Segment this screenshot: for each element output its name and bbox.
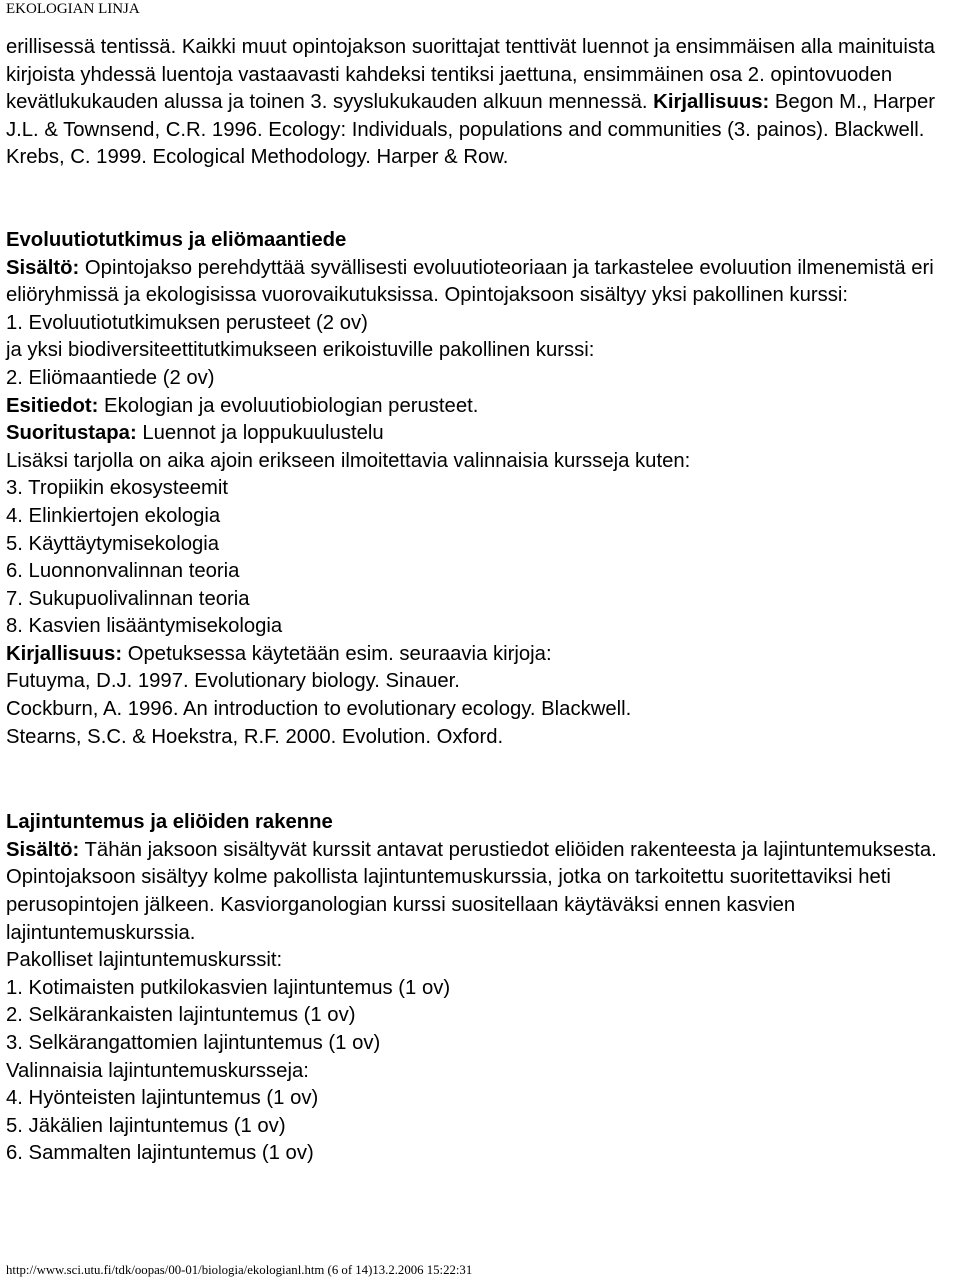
completion-method-label: Suoritustapa:	[6, 422, 137, 445]
specialist-note: ja yksi biodiversiteettitutkimukseen erikoistuville pakollinen kurssi:	[6, 339, 595, 362]
intro-text: erillisessä tentissä. Kaikki muut opintojakson suorittajat tenttivät luennot ja ensimmäisen alla mainituista kirjoista yhdessä luentoja vastaavasti kahdeksi tentiksi jaettuna, ensimmäinen osa 2. opintovuoden kevätlukukauden alussa ja toinen 3. syyslukukauden alkuun mennessä.	[6, 36, 935, 114]
course-item: 1. Evoluutiotutkimuksen perusteet (2 ov)	[6, 311, 368, 334]
mandatory-courses-label: Pakolliset lajintuntemuskurssit:	[6, 949, 283, 972]
section-species-knowledge	[6, 809, 956, 1168]
literature-text: Opetuksessa käytetään esim. seuraavia kirjoja:	[122, 642, 552, 665]
optional-course-item: 5. Käyttäytymisekologia	[6, 532, 220, 555]
section-title-species-knowledge: Lajintuntemus ja eliöiden rakenne	[6, 811, 333, 834]
section-content-evolution	[6, 255, 956, 310]
optional-course-item: 6. Luonnonvalinnan teoria	[6, 560, 240, 583]
book-item: Stearns, S.C. & Hoekstra, R.F. 2000. Evolution. Oxford.	[6, 725, 504, 748]
footer-url: http://www.sci.utu.fi/tdk/oopas/00-01/biologia/ekologianl.htm	[6, 1263, 325, 1277]
course-item: 2. Eliömaantiede (2 ov)	[6, 366, 215, 389]
intro-literature-label: Kirjallisuus:	[653, 91, 770, 114]
prerequisites	[6, 393, 956, 421]
section-evolution	[6, 227, 956, 751]
optional-course-item: 8. Kasvien lisääntymisekologia	[6, 615, 283, 638]
intro-literature-text: Begon M., Harper J.L. & Townsend, C.R. 1996. Ecology: Individuals, populations and communities (3. painos). Blackwell. Krebs, C. 1999. Ecological Methodology. Harper & Row.	[6, 91, 935, 169]
page-footer	[6, 1263, 472, 1278]
optional-course-item: 3. Tropiikin ekosysteemit	[6, 477, 229, 500]
book-item: Cockburn, A. 1996. An introduction to evolutionary ecology. Blackwell.	[6, 698, 632, 721]
optional-courses-intro: Lisäksi tarjolla on aika ajoin erikseen ilmoitettavia valinnaisia kursseja kuten:	[6, 449, 691, 472]
mandatory-course-item: 2. Selkärankaisten lajintuntemus (1 ov)	[6, 1004, 356, 1027]
mandatory-course-item: 1. Kotimaisten putkilokasvien lajintuntemus (1 ov)	[6, 976, 451, 999]
optional-course-item: 7. Sukupuolivalinnan teoria	[6, 587, 250, 610]
literature	[6, 641, 956, 669]
mandatory-course-item: 3. Selkärangattomien lajintuntemus (1 ov)	[6, 1032, 381, 1054]
optional-courses-label: Valinnaisia lajintuntemuskursseja:	[6, 1059, 309, 1082]
intro-paragraph	[6, 34, 956, 172]
optional-course-item: 4. Elinkiertojen ekologia	[6, 504, 221, 527]
content-text: Opintojakso perehdyttää syvällisesti evoluutioteoriaan ja tarkastelee evoluution ilmenemistä eri eliöryhmissä ja ekologisissa vuorovaikutuksissa. Opintojaksoon sisältyy yksi pakollinen kurssi:	[6, 256, 934, 307]
optional-course-item: 5. Jäkälien lajintuntemus (1 ov)	[6, 1114, 286, 1137]
content-label: Sisältö:	[6, 256, 80, 279]
optional-course-item: 4. Hyönteisten lajintuntemus (1 ov)	[6, 1087, 319, 1110]
content-text: Tähän jaksoon sisältyvät kurssit antavat perustiedot eliöiden rakenteesta ja lajintuntemuksesta. Opintojaksoon sisältyy kolme pakollista lajintuntemuskurssia, jotka on tarkoitettu suoritettaviksi heti perusopintojen jälkeen. Kasviorganologian kurssi suositellaan käytäväksi ennen kasvien lajintuntemuskurssia.	[6, 838, 937, 944]
prerequisites-label: Esitiedot:	[6, 394, 99, 417]
literature-label: Kirjallisuus:	[6, 642, 123, 665]
section-title-evolution: Evoluutiotutkimus ja eliömaantiede	[6, 228, 347, 251]
optional-course-item: 6. Sammalten lajintuntemus (1 ov)	[6, 1142, 314, 1165]
footer-page-info: (6 of 14)13.2.2006 15:22:31	[324, 1263, 473, 1277]
spacer	[6, 751, 956, 809]
document-body	[6, 34, 956, 1168]
page-header: EKOLOGIAN LINJA	[6, 1, 140, 17]
book-item: Futuyma, D.J. 1997. Evolutionary biology. Sinauer.	[6, 670, 460, 693]
prerequisites-text: Ekologian ja evoluutiobiologian perusteet.	[98, 394, 479, 417]
content-label: Sisältö:	[6, 838, 80, 861]
spacer	[6, 172, 956, 227]
completion-method	[6, 420, 956, 448]
section-content-species-knowledge	[6, 837, 956, 947]
completion-method-text: Luennot ja loppukuulustelu	[136, 422, 384, 445]
